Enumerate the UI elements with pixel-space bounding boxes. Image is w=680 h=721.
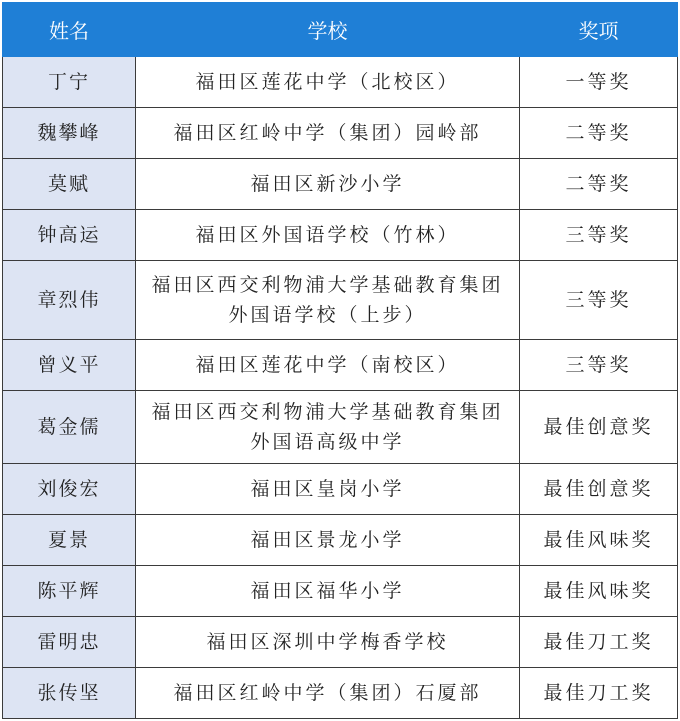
cell-school: 福田区景龙小学	[136, 515, 520, 566]
cell-award: 最佳风味奖	[520, 515, 678, 566]
cell-name: 夏景	[3, 515, 136, 566]
cell-school: 福田区福华小学	[136, 566, 520, 617]
header-school: 学校	[136, 3, 520, 57]
table-row	[3, 668, 678, 719]
table-body	[3, 57, 678, 719]
table-row	[3, 108, 678, 159]
awards-table	[2, 2, 678, 719]
table-row	[3, 57, 678, 108]
cell-award: 最佳创意奖	[520, 391, 678, 464]
cell-school: 福田区莲花中学（南校区）	[136, 340, 520, 391]
cell-name: 雷明忠	[3, 617, 136, 668]
cell-award: 一等奖	[520, 57, 678, 108]
cell-award: 最佳风味奖	[520, 566, 678, 617]
cell-name: 钟高运	[3, 210, 136, 261]
cell-school: 福田区红岭中学（集团）园岭部	[136, 108, 520, 159]
cell-award: 三等奖	[520, 340, 678, 391]
table-row	[3, 210, 678, 261]
cell-name: 陈平辉	[3, 566, 136, 617]
table-row	[3, 566, 678, 617]
cell-name: 莫赋	[3, 159, 136, 210]
cell-school: 福田区西交利物浦大学基础教育集团外国语高级中学	[136, 391, 520, 464]
cell-award: 最佳刀工奖	[520, 668, 678, 719]
table-row	[3, 464, 678, 515]
cell-name: 刘俊宏	[3, 464, 136, 515]
cell-award: 最佳刀工奖	[520, 617, 678, 668]
cell-award: 二等奖	[520, 159, 678, 210]
cell-school: 福田区皇岗小学	[136, 464, 520, 515]
cell-name: 魏攀峰	[3, 108, 136, 159]
cell-name: 张传坚	[3, 668, 136, 719]
table-row	[3, 391, 678, 464]
cell-award: 二等奖	[520, 108, 678, 159]
table-row	[3, 617, 678, 668]
cell-award: 三等奖	[520, 261, 678, 340]
cell-name: 曾义平	[3, 340, 136, 391]
cell-school: 福田区外国语学校（竹林）	[136, 210, 520, 261]
cell-school: 福田区莲花中学（北校区）	[136, 57, 520, 108]
table-row	[3, 515, 678, 566]
header-name: 姓名	[3, 3, 136, 57]
cell-name: 章烈伟	[3, 261, 136, 340]
header-row	[3, 3, 678, 57]
table-row	[3, 159, 678, 210]
table-row	[3, 340, 678, 391]
header-award: 奖项	[520, 3, 678, 57]
table-row	[3, 261, 678, 340]
cell-school: 福田区深圳中学梅香学校	[136, 617, 520, 668]
table-header	[3, 3, 678, 57]
cell-school: 福田区红岭中学（集团）石厦部	[136, 668, 520, 719]
cell-school: 福田区西交利物浦大学基础教育集团外国语学校（上步）	[136, 261, 520, 340]
cell-award: 三等奖	[520, 210, 678, 261]
cell-award: 最佳创意奖	[520, 464, 678, 515]
cell-school: 福田区新沙小学	[136, 159, 520, 210]
cell-name: 丁宁	[3, 57, 136, 108]
cell-name: 葛金儒	[3, 391, 136, 464]
